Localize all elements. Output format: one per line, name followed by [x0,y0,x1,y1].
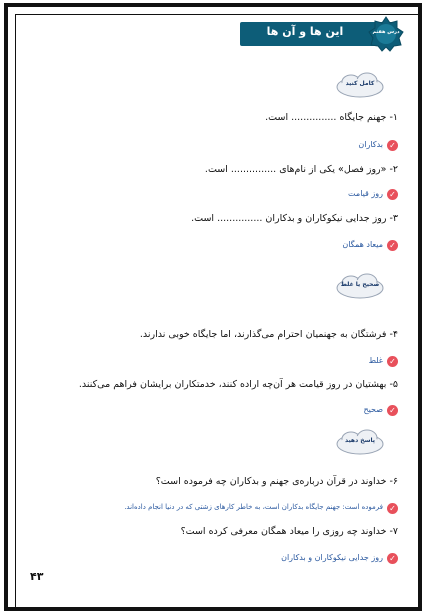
check-icon: ✓ [387,503,398,514]
answer-6: فرموده است: جهنم جایگاه بدکاران است، به خاطر کارهای زشتی که در دنیا انجام داده‌اند. [124,503,383,511]
page-border-inner [15,14,419,608]
answer-5: صحیح [363,405,383,414]
section-label-complete [335,71,385,99]
check-icon: ✓ [387,356,398,367]
section-label-true-false [335,272,385,300]
answer-2: روز قیامت [348,189,383,198]
check-icon: ✓ [387,240,398,251]
section-title: صحیح یا غلط [340,281,380,288]
check-icon: ✓ [387,553,398,564]
question-7: ۷- خداوند چه روزی را میعاد همگان معرفی کرده است؟ [180,526,398,537]
check-icon: ✓ [387,405,398,416]
check-icon: ✓ [387,189,398,200]
question-3: ۳- روز جدایی نیکوکاران و بدکاران ............... است. [191,213,398,224]
answer-7: روز جدایی نیکوکاران و بدکاران [281,553,383,562]
section-title: پاسخ دهید [345,437,375,444]
answer-1: بدکاران [358,140,383,149]
question-5: ۵- بهشتیان در روز قیامت هر آن‌چه اراده کنند، خدمتکاران برایشان فراهم می‌کنند. [78,379,398,390]
section-label-answer [335,428,385,456]
lesson-number-label: درس هفتم [372,29,400,35]
answer-3: میعاد همگان [342,240,383,249]
question-4: ۴- فرشتگان به جهنمیان احترام می‌گذارند، اما جایگاه خوبی ندارند. [139,329,398,340]
check-icon: ✓ [387,140,398,151]
answer-4: غلط [368,356,383,365]
lesson-title: این ها و آن ها [266,25,344,38]
question-6: ۶- خداوند در قرآن درباره‌ی جهنم و بدکاران چه فرموده است؟ [155,476,398,487]
question-2: ۲- «روز فصل» یکی از نام‌های ............... است. [204,164,398,175]
question-1: ۱- جهنم جایگاه ............... است. [265,112,398,123]
section-title: کامل کنید [345,80,375,87]
page-number: ۴۳ [30,570,44,583]
lesson-badge [368,16,404,52]
